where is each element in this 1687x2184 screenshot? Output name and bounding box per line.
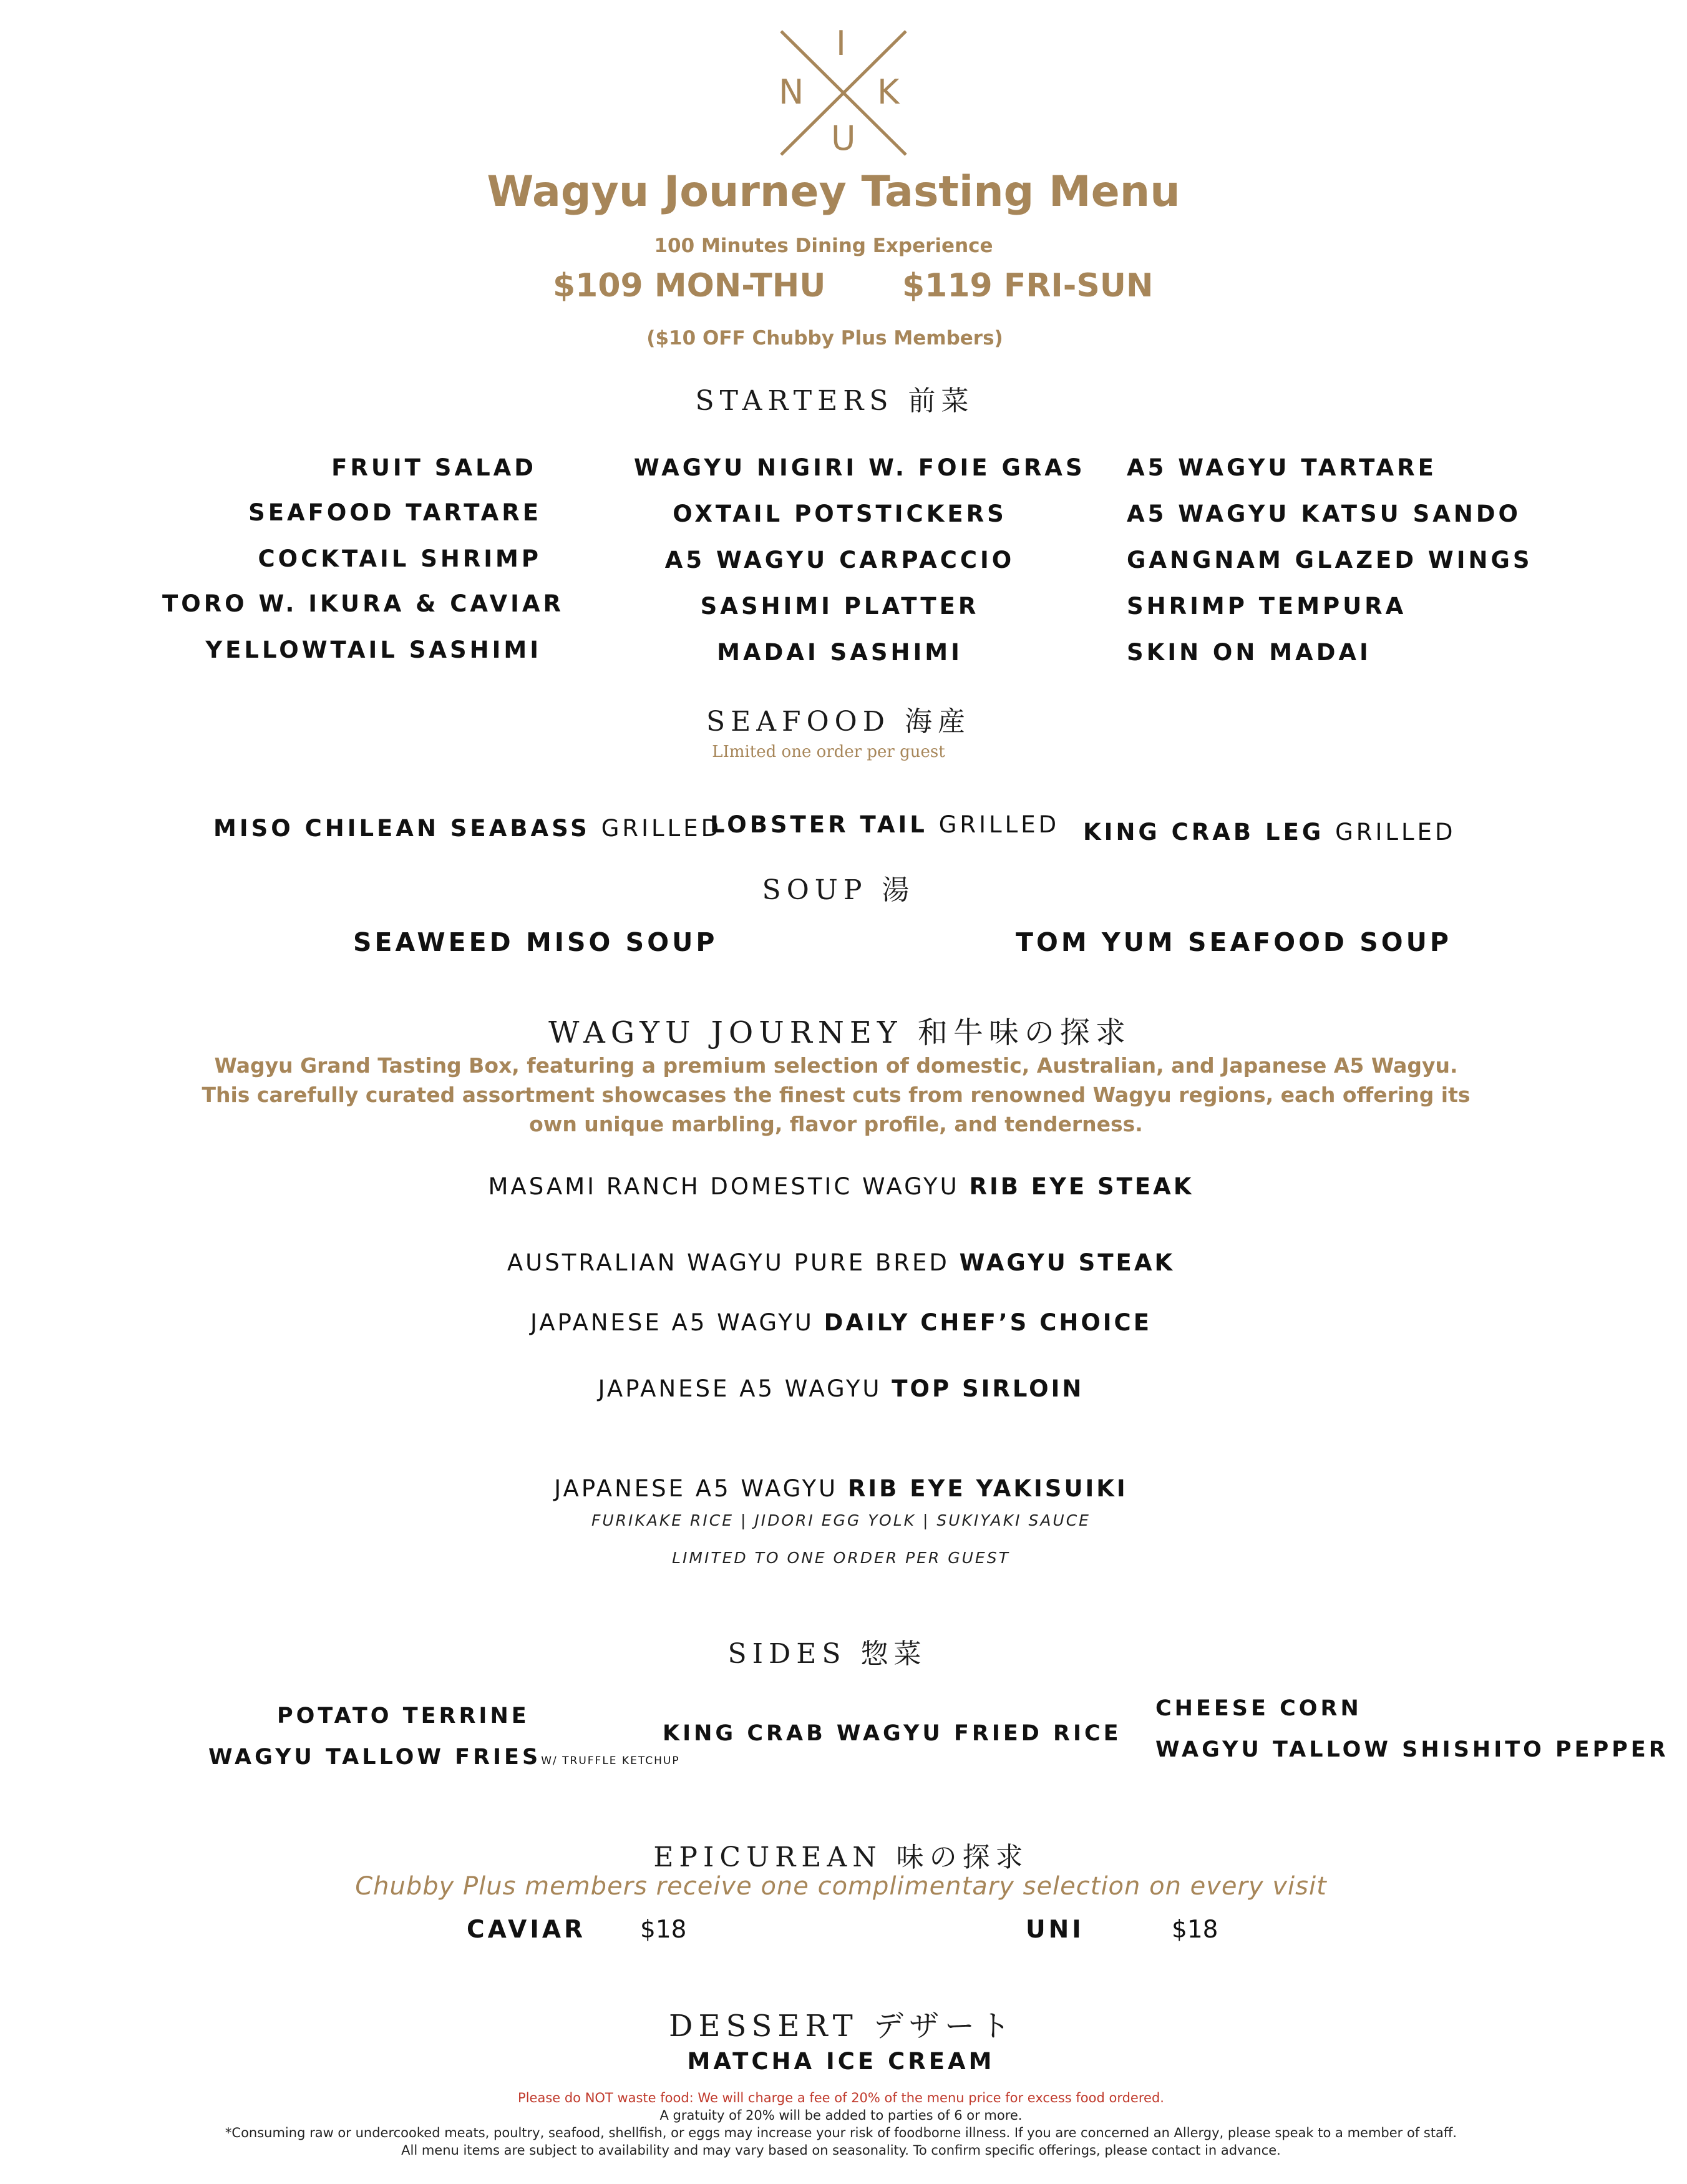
wagyu-item-name: RIB EYE STEAK xyxy=(969,1173,1194,1200)
seafood-item-lobster xyxy=(710,811,1059,838)
wagyu-item-prefix: JAPANESE A5 WAGYU xyxy=(530,1309,814,1336)
starter-item: OXTAIL POTSTICKERS xyxy=(673,500,1007,527)
epicurean-item-price: $18 xyxy=(1172,1916,1218,1944)
wagyu-item-rib-eye xyxy=(0,1173,1685,1200)
starter-item: GANGNAM GLAZED WINGS xyxy=(1127,547,1533,573)
starter-item: SHRIMP TEMPURA xyxy=(1127,593,1407,620)
starter-item: A5 WAGYU KATSU SANDO xyxy=(1127,500,1521,527)
epicurean-item-name: UNI xyxy=(1026,1916,1084,1944)
side-item-fried-rice: KING CRAB WAGYU FRIED RICE xyxy=(663,1721,1122,1746)
seafood-item-name: MISO CHILEAN SEABASS xyxy=(213,815,590,842)
logo xyxy=(769,24,918,158)
wagyu-item-prefix: MASAMI RANCH DOMESTIC WAGYU xyxy=(488,1173,960,1200)
footer-waste-policy: Please do NOT waste food: We will charge a fee of 20% of the menu price for excess food ordered. xyxy=(518,2090,1164,2105)
soup-heading: SOUP 湯 xyxy=(762,874,915,906)
epicurean-item-price: $18 xyxy=(640,1916,687,1944)
duration-text: 100 Minutes Dining Experience xyxy=(654,235,993,257)
starter-item: YELLOWTAIL SASHIMI xyxy=(205,636,542,663)
starters-heading: STARTERS 前菜 xyxy=(695,385,975,417)
wagyu-item-australian xyxy=(0,1249,1685,1276)
starter-item: A5 WAGYU TARTARE xyxy=(1127,454,1437,481)
wagyu-item-yakisuiki xyxy=(0,1475,1685,1502)
wagyu-item-name: RIB EYE YAKISUIKI xyxy=(847,1475,1128,1502)
footer-raw-warning: *Consuming raw or undercooked meats, poultry, seafood, shellfish, or eggs may increase your risk of foodborne illness. If you are concerned an Allergy, please speak to a member of staff. xyxy=(225,2125,1457,2140)
menu-title: Wagyu Journey Tasting Menu xyxy=(487,167,1180,217)
wagyu-item-name: WAGYU STEAK xyxy=(959,1249,1175,1276)
seafood-item-seabass xyxy=(213,815,722,842)
side-item-name: WAGYU TALLOW FRIES xyxy=(208,1745,542,1770)
starter-item: SKIN ON MADAI xyxy=(1127,639,1371,666)
starter-item: A5 WAGYU CARPACCIO xyxy=(664,547,1015,573)
soup-item: SEAWEED MISO SOUP xyxy=(353,927,718,957)
dessert-heading: DESSERT デザート xyxy=(668,2009,1016,2044)
seafood-item-style: GRILLED xyxy=(938,811,1060,838)
starter-item: COCKTAIL SHRIMP xyxy=(258,545,542,572)
logo-letter-k: K xyxy=(877,72,900,112)
seafood-item-style: GRILLED xyxy=(601,815,722,842)
wagyu-item-top-sirloin xyxy=(0,1375,1685,1402)
price-weekend: $119 FRI-SUN xyxy=(902,267,1154,305)
side-item-tallow-fries xyxy=(208,1745,680,1770)
wagyu-journey-heading: WAGYU JOURNEY 和牛味の探求 xyxy=(548,1015,1131,1050)
epicurean-member-note: Chubby Plus members receive one complimentary selection on every visit xyxy=(355,1872,1327,1901)
starter-item: FRUIT SALAD xyxy=(331,454,537,481)
logo-letter-u: U xyxy=(831,119,856,158)
wagyu-item-prefix: JAPANESE A5 WAGYU xyxy=(598,1375,882,1402)
starter-item: SEAFOOD TARTARE xyxy=(248,499,542,526)
starter-item: TORO W. IKURA & CAVIAR xyxy=(162,590,565,617)
dessert-item: MATCHA ICE CREAM xyxy=(687,2048,995,2075)
seafood-item-king-crab xyxy=(1083,819,1456,846)
yakisuiki-accompaniments: FURIKAKE RICE | JIDORI EGG YOLK | SUKIYAKI SAUCE xyxy=(591,1511,1091,1529)
soup-item: TOM YUM SEAFOOD SOUP xyxy=(1016,927,1452,957)
wagyu-item-name: DAILY CHEF’S CHOICE xyxy=(824,1309,1152,1336)
price-weekday: $109 MON-THU xyxy=(553,267,826,305)
epicurean-heading: EPICUREAN 味の探求 xyxy=(653,1841,1029,1873)
side-item-note: W/ TRUFFLE KETCHUP xyxy=(541,1755,680,1767)
starter-item: SASHIMI PLATTER xyxy=(700,593,980,620)
seafood-item-style: GRILLED xyxy=(1335,819,1456,846)
side-item-cheese-corn: CHEESE CORN xyxy=(1155,1696,1362,1721)
seafood-item-name: KING CRAB LEG xyxy=(1083,819,1325,846)
starter-item: MADAI SASHIMI xyxy=(717,639,963,666)
logo-letter-n: N xyxy=(779,72,804,112)
epicurean-item-name: CAVIAR xyxy=(467,1916,586,1944)
seafood-item-name: LOBSTER TAIL xyxy=(710,811,928,838)
yakisuiki-limit-note: LIMITED TO ONE ORDER PER GUEST xyxy=(672,1549,1010,1567)
sides-heading: SIDES 惣菜 xyxy=(727,1638,927,1670)
member-discount: ($10 OFF Chubby Plus Members) xyxy=(646,327,1003,349)
wagyu-item-chefs-choice xyxy=(0,1309,1685,1336)
wagyu-description: Wagyu Grand Tasting Box, featuring a premium selection of domestic, Australian, and Japanese A5 Wagyu. This carefully curated assortment showcases the finest cuts from renowned Wagyu regions, each offering its own unique marbling, flavor profile, and tenderness. xyxy=(202,1053,1471,1136)
starter-item: WAGYU NIGIRI W. FOIE GRAS xyxy=(634,454,1086,481)
wagyu-item-prefix: JAPANESE A5 WAGYU xyxy=(554,1475,839,1502)
footer-availability: All menu items are subject to availability and may vary based on seasonality. To confirm specific offerings, please contact in advance. xyxy=(401,2143,1281,2158)
footer-gratuity: A gratuity of 20% will be added to parties of 6 or more. xyxy=(659,2108,1023,2123)
seafood-heading: SEAFOOD 海産 xyxy=(706,706,971,738)
wagyu-item-prefix: AUSTRALIAN WAGYU PURE BRED xyxy=(507,1249,950,1276)
side-item-shishito: WAGYU TALLOW SHISHITO PEPPER xyxy=(1155,1737,1669,1762)
seafood-note: LImited one order per guest xyxy=(712,743,945,761)
side-item-potato-terrine: POTATO TERRINE xyxy=(277,1704,530,1728)
logo-letter-i: I xyxy=(836,24,846,63)
wagyu-item-name: TOP SIRLOIN xyxy=(892,1375,1084,1402)
